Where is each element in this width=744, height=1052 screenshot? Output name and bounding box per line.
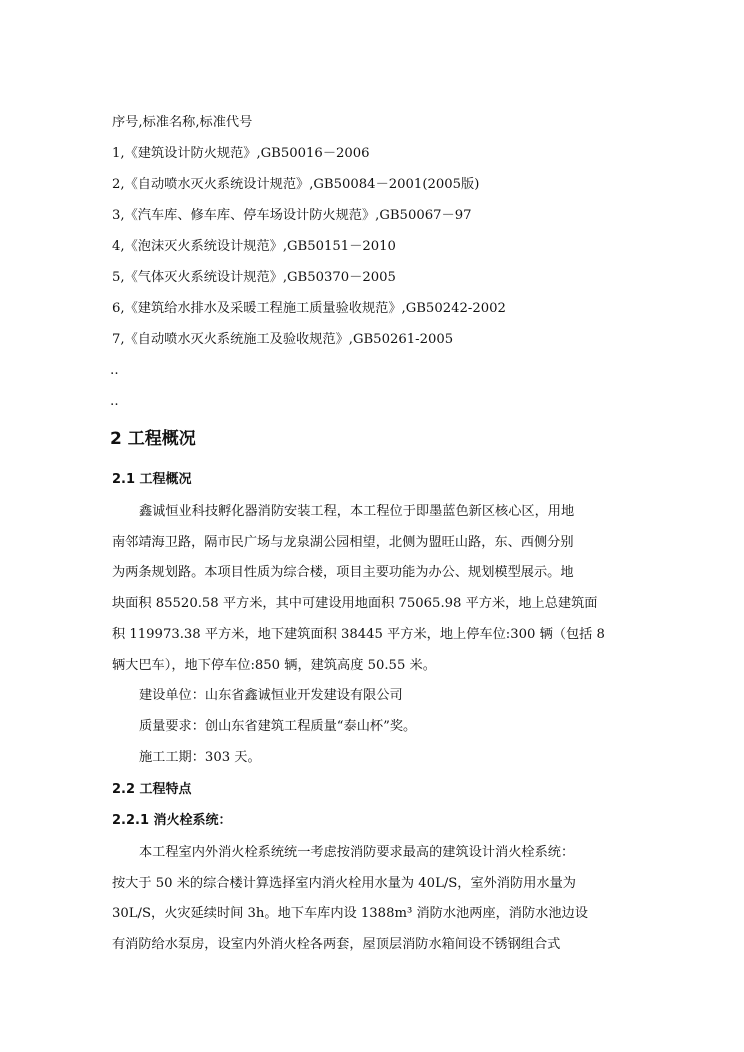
- standards-list-header: 序号,标准名称,标准代号: [112, 115, 253, 130]
- overview-paragraph: [112, 497, 632, 773]
- duration-line: 施工工期：303 天。: [139, 749, 261, 765]
- owner-line: 建设单位：山东省鑫诚恒业开发建设有限公司: [139, 688, 403, 704]
- section-2-1-heading: 2.1 工程概况: [112, 472, 192, 487]
- standard-item-7: 7,《自动喷水灭火系统施工及验收规范》,GB50261-2005: [112, 332, 454, 347]
- paragraph-line: 按大于 50 米的综合楼计算选择室内消火栓用水量为 40L/S，室外消防用水量为: [112, 875, 576, 891]
- paragraph-line: 鑫诚恒业科技孵化器消防安装工程，本工程位于即墨蓝色新区核心区，用地: [139, 504, 575, 519]
- paragraph-line: 本工程室内外消火栓系统统一考虑按消防要求最高的建筑设计消火栓系统：: [139, 845, 575, 860]
- standard-item-4: 4,《泡沫灭火系统设计规范》,GB50151－2010: [112, 239, 396, 254]
- section-2-2-1-heading: 2.2.1 消火栓系统：: [112, 813, 232, 828]
- ellipsis-mark: ‥: [110, 394, 120, 409]
- standard-item-1: 1,《建筑设计防火规范》,GB50016－2006: [112, 146, 370, 161]
- paragraph-line: 积 119973.38 平方米，地下建筑面积 38445 平方米，地上停车位:300 辆（包括 8: [112, 626, 605, 642]
- paragraph-line: 30L/S，火灾延续时间 3h。地下车库内设 1388m³ 消防水池两座，消防水池边设: [112, 906, 588, 922]
- standard-item-3: 3,《汽车库、修车库、停车场设计防火规范》,GB50067－97: [112, 208, 472, 223]
- standard-item-6: 6,《建筑给水排水及采暖工程施工质量验收规范》,GB50242-2002: [112, 301, 506, 316]
- paragraph-line: 南邻靖海卫路，隔市民广场与龙泉湖公园相望，北侧为盟旺山路，东、西侧分别: [112, 534, 574, 550]
- section-2-heading: 2 工程概况: [110, 429, 196, 449]
- ellipsis-mark: ‥: [110, 363, 120, 378]
- quality-line: 质量要求：创山东省建筑工程质量“泰山杯”奖。: [139, 718, 417, 734]
- section-2-2-heading: 2.2 工程特点: [112, 782, 192, 797]
- paragraph-line: 为两条规划路。本项目性质为综合楼，项目主要功能为办公、规划模型展示。地: [112, 565, 574, 581]
- standard-item-2: 2,《自动喷水灭火系统设计规范》,GB50084－2001(2005版): [112, 177, 480, 192]
- standard-item-5: 5,《气体灭火系统设计规范》,GB50370－2005: [112, 270, 396, 285]
- hydrant-paragraph: [112, 838, 632, 961]
- paragraph-line: 块面积 85520.58 平方米，其中可建设用地面积 75065.98 平方米，地上总建筑面: [112, 596, 598, 612]
- paragraph-line: 辆大巴车），地下停车位:850 辆，建筑高度 50.55 米。: [112, 657, 436, 673]
- paragraph-line: 有消防给水泵房，设室内外消火栓各两套，屋顶层消防水箱间设不锈钢组合式: [112, 937, 561, 953]
